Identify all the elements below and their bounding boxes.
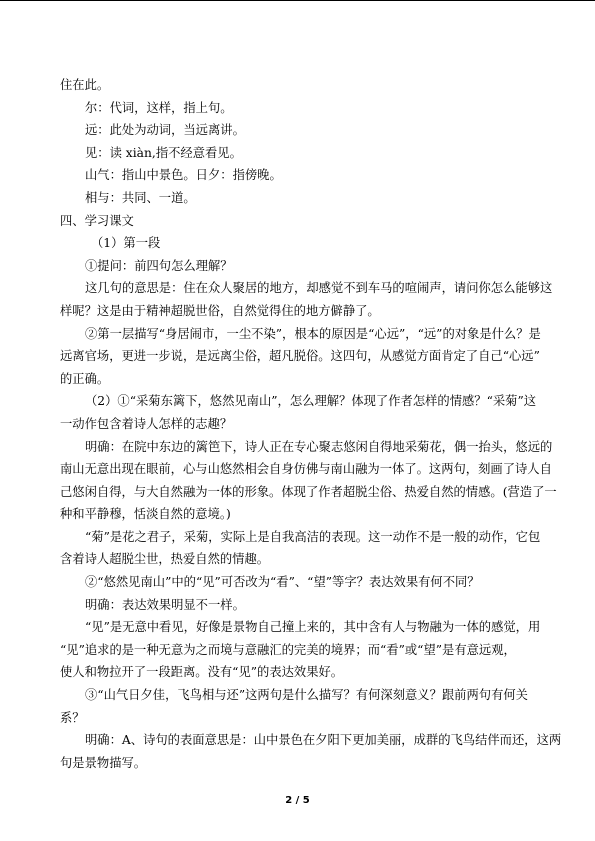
- text-line: “见”追求的是一种无意为之而境与意融汇的完美的境界；而“看”或“望”是有意远观，: [60, 642, 516, 657]
- text-line: 的正确。: [60, 371, 110, 386]
- text-line: 相与：共同、一道。: [85, 190, 196, 205]
- text-line: “菊”是花之君子，采菊，实际上是自我高洁的表现。这一动作不是一般的动作，它包: [85, 529, 541, 544]
- text-line: 样呢？这是由于精神超脱世俗，自然觉得住的地方僻静了。: [60, 303, 380, 318]
- document-body: [60, 74, 562, 774]
- text-line: ②第一层描写“身居闹市，一尘不染”，根本的原因是“心远”，“远”的对象是什么？是: [85, 326, 541, 341]
- text-line: 种和平静穆，恬淡自然的意境。): [60, 507, 231, 522]
- text-line: 使人和物拉开了一段距离。没有“见”的表达效果好。: [60, 665, 344, 680]
- text-line: 南山无意出现在眼前，心与山悠然相会自身仿佛与南山融为一体了。这两句，刻画了诗人自: [60, 462, 552, 477]
- text-line: （1）第一段: [91, 236, 161, 251]
- header-rule: [0, 0, 595, 1]
- text-line: 远离官场，更进一步说，是远离尘俗，超凡脱俗。这四句，从感觉方面肯定了自己“心远”: [60, 349, 540, 364]
- text-line: 见：读 xiàn,指不经意看见。: [85, 145, 242, 160]
- text-line: 明确：A、诗句的表面意思是：山中景色在夕阳下更加美丽，成群的飞鸟结伴而还，这两: [85, 733, 562, 748]
- text-line: 四、学习课文: [60, 213, 134, 228]
- text-line: 远：此处为动词，当远离讲。: [85, 123, 245, 138]
- text-line: 明确：表达效果明显不一样。: [85, 597, 245, 612]
- text-line: 尔：代词，这样，指上句。: [85, 100, 233, 115]
- text-line: 一动作包含着诗人怎样的志趣？: [60, 416, 233, 431]
- text-line: 明确：在院中东边的篱笆下，诗人正在专心聚志悠闲自得地采菊花，偶一抬头，悠远的: [85, 439, 553, 454]
- text-line: ①提问：前四句怎么理解？: [85, 258, 233, 273]
- text-line: 含着诗人超脱尘世，热爱自然的情趣。: [60, 552, 270, 567]
- text-line: 己悠闲自得，与大自然融为一体的形象。体现了作者超脱尘俗、热爱自然的情感。(营造了一: [60, 484, 557, 499]
- text-line: “见”是无意中看见，好像是景物自己撞上来的，其中含有人与物融为一体的感觉，用: [85, 620, 541, 635]
- text-line: 这几句的意思是：住在众人聚居的地方，却感觉不到车马的喧闹声，请问你怎么能够这: [85, 281, 553, 296]
- text-line: 住在此。: [60, 78, 110, 92]
- text-line: ③“山气日夕佳，飞鸟相与还”这两句是什么描写？有何深刻意义？跟前两句有何关: [85, 688, 528, 703]
- text-line: （2）①“采菊东篱下，悠然见南山”，怎么理解？体现了作者怎样的情感？“采菊”这: [85, 394, 537, 409]
- text-line: 系？: [60, 710, 85, 725]
- page-number: 2 / 5: [285, 795, 310, 806]
- text-line: 山气：指山中景色。日夕：指傍晚。: [85, 168, 282, 183]
- text-line: ②“悠然见南山”中的“见”可否改为“看”、“望”等字？表达效果有何不同？: [85, 575, 480, 590]
- text-line: 句是景物描写。: [60, 755, 147, 770]
